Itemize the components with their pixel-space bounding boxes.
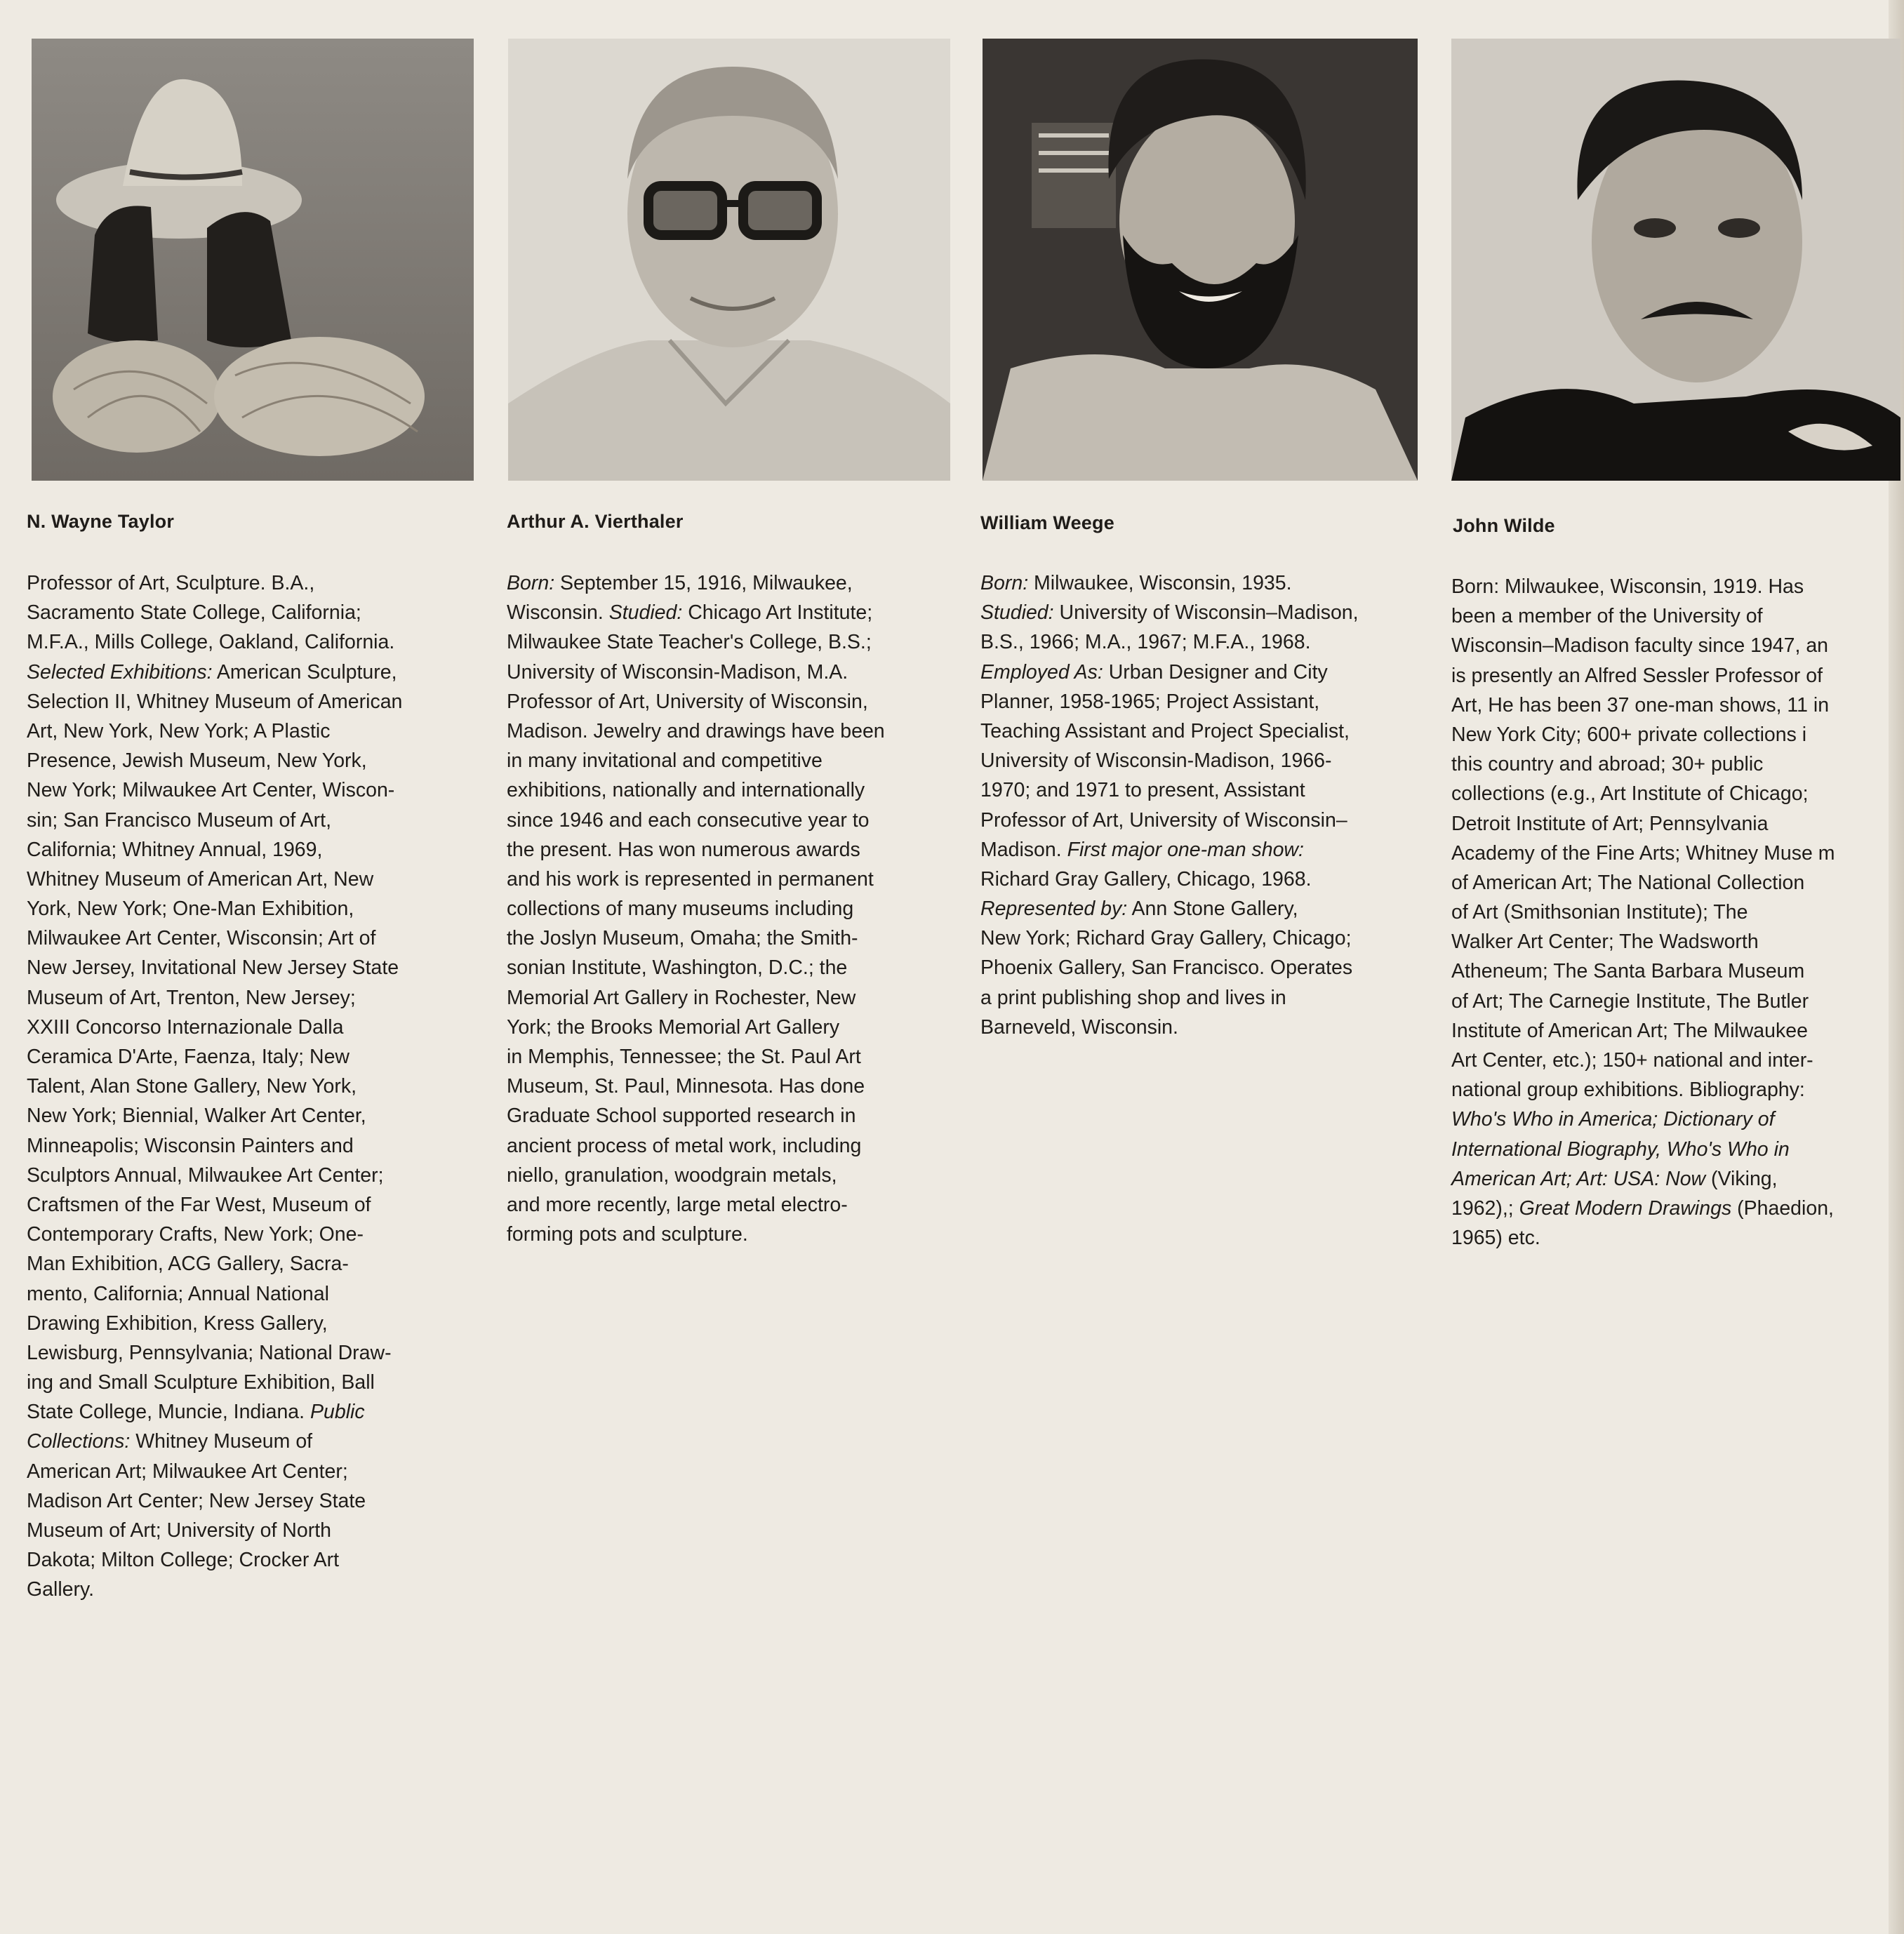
bio-line xyxy=(507,1161,885,1190)
bio-text: Professor of Art, Sculpture. B.A., xyxy=(27,572,315,594)
bio-text: ing and Small Sculpture Exhibition, Ball xyxy=(27,1371,375,1394)
bio-text: collections of many museums including xyxy=(507,898,854,921)
bio-line xyxy=(507,983,885,1013)
bio-line xyxy=(507,865,885,894)
bio-text: the Joslyn Museum, Omaha; the Smith- xyxy=(507,927,858,950)
bio-line xyxy=(1451,661,1835,691)
bio-line xyxy=(27,1190,402,1220)
bio-line xyxy=(27,1042,402,1072)
bio-line xyxy=(1451,1075,1835,1105)
bio-line xyxy=(1451,1223,1835,1253)
bio-text: Walker Art Center; The Wadsworth xyxy=(1451,931,1759,954)
bio-text: Gallery. xyxy=(27,1578,95,1601)
bio-text: sonian Institute, Washington, D.C.; the xyxy=(507,956,848,980)
bio-text: Sacramento State College, California; xyxy=(27,601,361,625)
bio-line xyxy=(507,1220,885,1249)
bio-line xyxy=(27,835,402,865)
artist-name: John Wilde xyxy=(1453,515,1555,536)
bio-line xyxy=(1451,927,1835,956)
bio-text: Wisconsin. xyxy=(507,601,609,625)
bio-line xyxy=(980,598,1359,627)
bio-line xyxy=(27,983,402,1013)
bio-text: York, New York; One-Man Exhibition, xyxy=(27,898,354,921)
bio-italic-text: Born: xyxy=(980,572,1029,594)
bio-line xyxy=(27,1397,402,1427)
bio-text: of American Art; The National Collection xyxy=(1451,871,1805,894)
bio-line xyxy=(980,627,1359,657)
bio-line xyxy=(27,953,402,982)
bio-text: State College, Muncie, Indiana. xyxy=(27,1401,310,1424)
bio-text: (Viking, xyxy=(1705,1167,1778,1190)
bio-line xyxy=(1451,1105,1835,1134)
bio-line xyxy=(1451,809,1835,839)
bio-text: Museum of Art; University of North xyxy=(27,1519,331,1542)
bio-text: Dakota; Milton College; Crocker Art xyxy=(27,1549,340,1572)
bio-line xyxy=(1451,1046,1835,1075)
artist-name: Arthur A. Vierthaler xyxy=(507,511,684,532)
bio-text: Art, New York, New York; A Plastic xyxy=(27,719,331,742)
bio-text: forming pots and sculpture. xyxy=(507,1223,748,1246)
bio-line xyxy=(1451,720,1835,749)
bio-line xyxy=(27,1101,402,1131)
bio-line xyxy=(27,806,402,835)
bio-text: B.S., 1966; M.A., 1967; M.F.A., 1968. xyxy=(980,631,1311,654)
artist-name: N. Wayne Taylor xyxy=(27,511,175,532)
bio-line xyxy=(27,1013,402,1042)
bio-line xyxy=(980,775,1359,805)
bio-italic-text: Public xyxy=(310,1401,365,1424)
bio-text: Ceramica D'Arte, Faenza, Italy; New xyxy=(27,1046,350,1068)
bio-text: and more recently, large metal electro- xyxy=(507,1193,848,1216)
bio-text: Madison. xyxy=(980,838,1067,861)
bio-line xyxy=(980,865,1359,894)
bio-italic-text: Who's Who in America; Dictionary of xyxy=(1451,1108,1775,1131)
bio-line xyxy=(27,775,402,805)
bio-line xyxy=(27,1309,402,1338)
bio-line xyxy=(1451,1016,1835,1046)
bio-line xyxy=(980,953,1359,982)
bio-line xyxy=(980,658,1359,687)
bio-text: Planner, 1958-1965; Project Assistant, xyxy=(980,690,1320,713)
bio-italic-text: Studied: xyxy=(980,601,1054,625)
bio-text: Professor of Art, University of Wisconsin, xyxy=(507,690,868,713)
bio-text: in Memphis, Tennessee; the St. Paul Art xyxy=(507,1046,861,1068)
bio-line xyxy=(27,716,402,746)
bio-text: September 15, 1916, Milwaukee, xyxy=(554,572,853,594)
bio-line xyxy=(980,923,1359,953)
bio-text: University of Wisconsin–Madison, xyxy=(1053,601,1359,625)
bio-line xyxy=(27,1161,402,1190)
bio-text: Man Exhibition, ACG Gallery, Sacra- xyxy=(27,1253,349,1276)
bio-text: Madison Art Center; New Jersey State xyxy=(27,1489,366,1512)
bio-text: M.F.A., Mills College, Oakland, California. xyxy=(27,631,395,654)
bio-text: Drawing Exhibition, Kress Gallery, xyxy=(27,1312,328,1335)
bio-line xyxy=(27,1220,402,1249)
bio-text: Sculptors Annual, Milwaukee Art Center; xyxy=(27,1163,384,1187)
bio-text: Ann Stone Gallery, xyxy=(1127,898,1298,921)
bio-line xyxy=(1451,572,1835,601)
bio-line xyxy=(507,806,885,835)
bio-text: mento, California; Annual National xyxy=(27,1282,329,1305)
bio-line xyxy=(980,716,1359,746)
bio-line xyxy=(507,598,885,627)
bio-text: Selection II, Whitney Museum of American xyxy=(27,690,403,713)
bio-text: New York; Richard Gray Gallery, Chicago; xyxy=(980,927,1352,950)
bio-text: Detroit Institute of Art; Pennsylvania xyxy=(1451,812,1769,835)
artist-bio xyxy=(27,568,402,1605)
bio-text: Milwaukee, Wisconsin, 1935. xyxy=(1028,572,1292,594)
bio-line xyxy=(980,806,1359,835)
bio-line xyxy=(507,627,885,657)
bio-text: been a member of the University of xyxy=(1451,605,1763,628)
bio-text: in many invitational and competitive xyxy=(507,749,823,773)
bio-line xyxy=(507,1013,885,1042)
bio-line xyxy=(1451,749,1835,779)
bio-line xyxy=(1451,1135,1835,1164)
bio-line xyxy=(27,1131,402,1161)
bio-text: Wisconsin–Madison faculty since 1947, an xyxy=(1451,634,1829,658)
bio-line xyxy=(27,1249,402,1279)
bio-text: a print publishing shop and lives in xyxy=(980,986,1286,1009)
bio-line xyxy=(980,568,1359,598)
bio-line xyxy=(980,894,1359,923)
bio-text: Lewisburg, Pennsylvania; National Draw- xyxy=(27,1341,392,1364)
bio-text: Urban Designer and City xyxy=(1103,660,1328,683)
bio-line xyxy=(980,746,1359,775)
bio-line xyxy=(27,894,402,923)
bio-text: niello, granulation, woodgrain metals, xyxy=(507,1163,837,1187)
bio-text: Presence, Jewish Museum, New York, xyxy=(27,749,367,773)
bio-text: Born: Milwaukee, Wisconsin, 1919. Has xyxy=(1451,575,1804,598)
photo-hat-and-boots xyxy=(32,39,474,481)
bio-text: Atheneum; The Santa Barbara Museum xyxy=(1451,960,1805,983)
photo-william-weege xyxy=(983,39,1418,481)
bio-line xyxy=(507,687,885,716)
bio-line xyxy=(27,865,402,894)
bio-line xyxy=(1451,601,1835,631)
bio-italic-text: International Biography, Who's Who in xyxy=(1451,1138,1790,1161)
bio-line xyxy=(507,923,885,953)
bio-line xyxy=(507,775,885,805)
bio-text: American Art; Milwaukee Art Center; xyxy=(27,1460,348,1483)
bio-line xyxy=(507,894,885,923)
bio-text: New York City; 600+ private collections i xyxy=(1451,723,1807,746)
bio-line xyxy=(1451,1164,1835,1194)
bio-text: Institute of American Art; The Milwaukee xyxy=(1451,1019,1808,1042)
photo-arthur-vierthaler xyxy=(508,39,950,481)
bio-italic-text: Born: xyxy=(507,572,555,594)
bio-text: York; the Brooks Memorial Art Gallery xyxy=(507,1015,840,1039)
bio-italic-text: American Art; Art: USA: Now xyxy=(1451,1167,1706,1190)
bio-line xyxy=(27,1279,402,1309)
bio-text: (Phaedion, xyxy=(1731,1196,1834,1220)
artist-name: William Weege xyxy=(980,512,1114,533)
bio-text: Art, He has been 37 one-man shows, 11 in xyxy=(1451,693,1830,716)
bio-text: 1970; and 1971 to present, Assistant xyxy=(980,779,1305,802)
bio-line xyxy=(507,1131,885,1161)
bio-text: the present. Has won numerous awards xyxy=(507,838,860,861)
bio-text: 1962),; xyxy=(1451,1196,1519,1220)
bio-italic-text: Represented by: xyxy=(980,898,1128,921)
bio-line xyxy=(507,835,885,865)
bio-line xyxy=(507,953,885,982)
photo-john-wilde xyxy=(1451,39,1900,481)
bio-text: Madison. Jewelry and drawings have been xyxy=(507,719,885,742)
bio-text: is presently an Alfred Sessler Professor of xyxy=(1451,664,1823,687)
bio-line xyxy=(27,627,402,657)
bio-text: sin; San Francisco Museum of Art, xyxy=(27,808,331,832)
bio-line xyxy=(507,658,885,687)
bio-line xyxy=(27,658,402,687)
bio-text: American Sculpture, xyxy=(212,660,397,683)
bio-text: Art Center, etc.); 150+ national and inter- xyxy=(1451,1049,1813,1072)
bio-line xyxy=(507,1190,885,1220)
bio-text: Professor of Art, University of Wisconsin– xyxy=(980,808,1347,832)
bio-line xyxy=(27,923,402,953)
bio-line xyxy=(1451,1194,1835,1223)
bio-line xyxy=(507,716,885,746)
bio-line xyxy=(27,1427,402,1456)
bio-text: national group exhibitions. Bibliography: xyxy=(1451,1079,1805,1102)
bio-text: exhibitions, nationally and internationally xyxy=(507,779,865,802)
bio-line xyxy=(27,1545,402,1575)
bio-text: collections (e.g., Art Institute of Chicago; xyxy=(1451,782,1809,806)
bio-line xyxy=(27,1368,402,1397)
bio-text: Minneapolis; Wisconsin Painters and xyxy=(27,1134,354,1157)
bio-line xyxy=(27,1575,402,1604)
bio-line xyxy=(27,1457,402,1486)
bio-line xyxy=(1451,691,1835,720)
bio-text: Phoenix Gallery, San Francisco. Operates xyxy=(980,956,1353,980)
bio-line xyxy=(980,983,1359,1013)
bio-text: New Jersey, Invitational New Jersey State xyxy=(27,956,399,980)
bio-text: since 1946 and each consecutive year to xyxy=(507,808,870,832)
bio-text: Chicago Art Institute; xyxy=(682,601,873,625)
bio-text: Graduate School supported research in xyxy=(507,1105,856,1128)
bio-text: of Art (Smithsonian Institute); The xyxy=(1451,901,1748,924)
bio-text: 1965) etc. xyxy=(1451,1227,1540,1250)
bio-text: Contemporary Crafts, New York; One- xyxy=(27,1223,364,1246)
bio-italic-text: First major one-man show: xyxy=(1067,838,1304,861)
bio-text: Milwaukee State Teacher's College, B.S.; xyxy=(507,631,872,654)
bio-text: Whitney Museum of American Art, New xyxy=(27,867,374,891)
bio-italic-text: Employed As: xyxy=(980,660,1103,683)
bio-text: Barneveld, Wisconsin. xyxy=(980,1015,1178,1039)
bio-line xyxy=(27,598,402,627)
bio-line xyxy=(507,1072,885,1101)
bio-italic-text: Collections: xyxy=(27,1430,131,1453)
bio-line xyxy=(27,1072,402,1101)
bio-text: Richard Gray Gallery, Chicago, 1968. xyxy=(980,867,1312,891)
artist-bio xyxy=(507,568,885,1249)
bio-line xyxy=(27,1516,402,1545)
bio-text: Craftsmen of the Far West, Museum of xyxy=(27,1193,371,1216)
bio-line xyxy=(1451,839,1835,868)
bio-text: New York; Milwaukee Art Center, Wiscon- xyxy=(27,779,395,802)
bio-text: Talent, Alan Stone Gallery, New York, xyxy=(27,1075,357,1098)
bio-line xyxy=(980,835,1359,865)
bio-line xyxy=(1451,779,1835,808)
bio-line xyxy=(1451,631,1835,660)
bio-italic-text: Selected Exhibitions: xyxy=(27,660,213,683)
bio-text: New York; Biennial, Walker Art Center, xyxy=(27,1105,366,1128)
bio-text: XXIII Concorso Internazionale Dalla xyxy=(27,1015,344,1039)
bio-line xyxy=(1451,898,1835,927)
artist-bio xyxy=(1451,572,1835,1253)
bio-text: Museum of Art, Trenton, New Jersey; xyxy=(27,986,356,1009)
bio-line xyxy=(1451,987,1835,1016)
bio-text: University of Wisconsin-Madison, 1966- xyxy=(980,749,1332,773)
bio-line xyxy=(980,687,1359,716)
bio-line xyxy=(27,687,402,716)
bio-line xyxy=(507,568,885,598)
bio-italic-text: Great Modern Drawings xyxy=(1519,1196,1732,1220)
bio-text: of Art; The Carnegie Institute, The Butler xyxy=(1451,989,1809,1013)
bio-line xyxy=(27,746,402,775)
bio-text: University of Wisconsin-Madison, M.A. xyxy=(507,660,848,683)
bio-line xyxy=(980,1013,1359,1042)
bio-line xyxy=(1451,956,1835,986)
bio-text: ancient process of metal work, including xyxy=(507,1134,862,1157)
bio-text: Whitney Museum of xyxy=(130,1430,313,1453)
bio-text: Teaching Assistant and Project Specialist, xyxy=(980,719,1350,742)
bio-text: Milwaukee Art Center, Wisconsin; Art of xyxy=(27,927,376,950)
bio-text: California; Whitney Annual, 1969, xyxy=(27,838,323,861)
bio-text: Memorial Art Gallery in Rochester, New xyxy=(507,986,856,1009)
bio-text: this country and abroad; 30+ public xyxy=(1451,753,1764,776)
bio-italic-text: Studied: xyxy=(608,601,683,625)
bio-text: and his work is represented in permanent xyxy=(507,867,874,891)
bio-line xyxy=(507,1042,885,1072)
bio-line xyxy=(507,746,885,775)
bio-line xyxy=(1451,868,1835,898)
bio-line xyxy=(507,1101,885,1131)
bio-text: Academy of the Fine Arts; Whitney Muse m xyxy=(1451,841,1835,865)
artist-bio xyxy=(980,568,1359,1042)
bio-line xyxy=(27,1338,402,1368)
bio-line xyxy=(27,568,402,598)
bio-line xyxy=(27,1486,402,1516)
bio-text: Museum, St. Paul, Minnesota. Has done xyxy=(507,1075,865,1098)
